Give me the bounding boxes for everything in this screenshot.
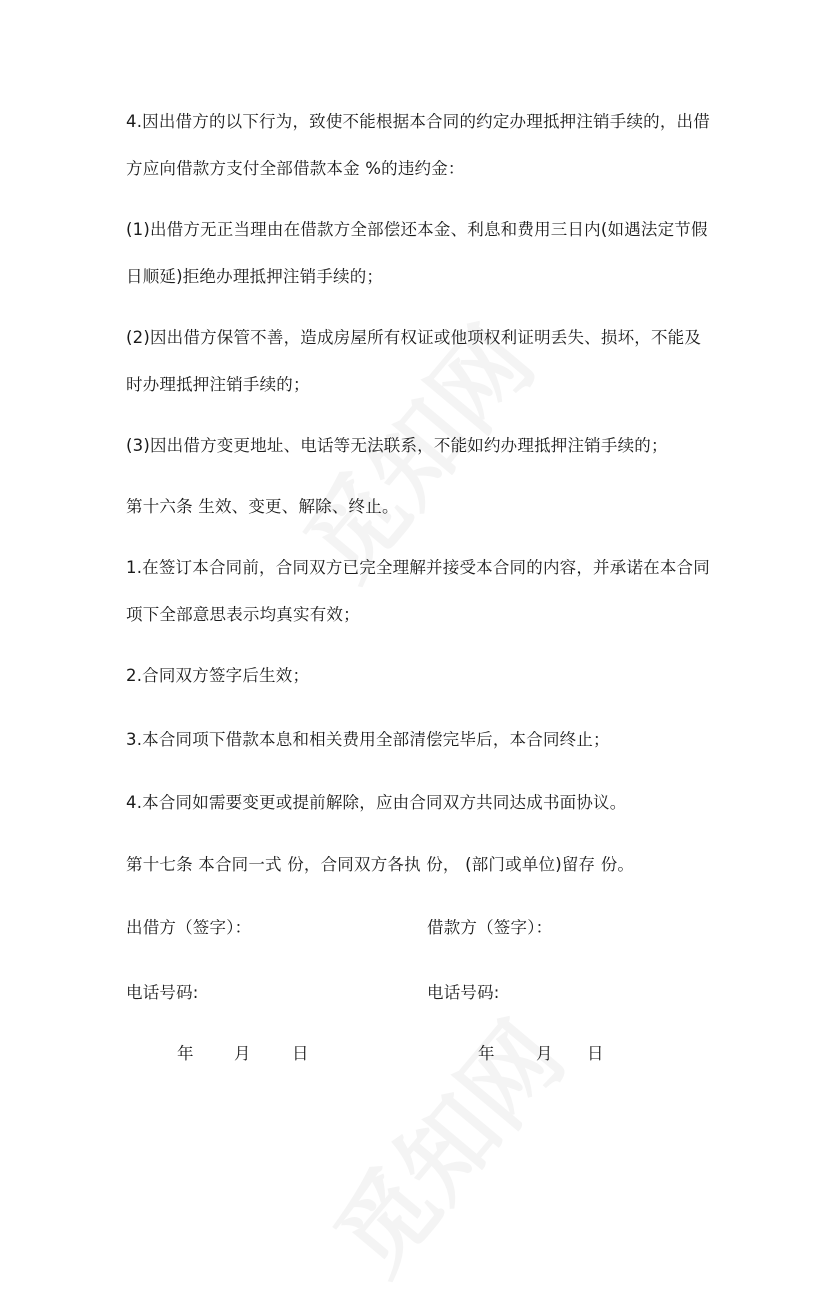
clause-4-line-1: 4.因出借方的以下行为，致使不能根据本合同的约定办理抵押注销手续的，出借 <box>126 112 710 131</box>
lender-date-month: 月 <box>234 1044 251 1063</box>
item-1-line-2: 日顺延)拒绝办理抵押注销手续的； <box>126 267 384 286</box>
lender-phone-label: 电话号码: <box>126 983 199 1002</box>
watermark-bottom <box>299 989 589 1298</box>
lender-date-year: 年 <box>177 1044 194 1063</box>
item-2-line-1: (2)因出借方保管不善，造成房屋所有权证或他项权利证明丢失、损坏，不能及 <box>126 328 702 347</box>
borrower-date-day: 日 <box>587 1044 604 1063</box>
borrower-date-year: 年 <box>478 1044 495 1063</box>
article-17: 第十七条 本合同一式 份，合同双方各执 份， (部门或单位)留存 份。 <box>126 855 635 874</box>
item-3-line-1: (3)因出借方变更地址、电话等无法联系，不能如约办理抵押注销手续的； <box>126 436 668 455</box>
article-16-clause-4: 4.本合同如需要变更或提前解除，应由合同双方共同达成书面协议。 <box>126 793 627 812</box>
article-16-clause-2: 2.合同双方签字后生效； <box>126 666 310 685</box>
article-16-clause-1-line-2: 项下全部意思表示均真实有效； <box>126 605 360 624</box>
item-1-line-1: (1)出借方无正当理由在借款方全部偿还本金、利息和费用三日内(如遇法定节假 <box>126 220 708 239</box>
borrower-date-month: 月 <box>536 1044 553 1063</box>
article-16-clause-1-line-1: 1.在签订本合同前，合同双方已完全理解并接受本合同的内容，并承诺在本合同 <box>126 558 710 577</box>
article-16-title: 第十六条 生效、变更、解除、终止。 <box>126 497 399 516</box>
lender-date-day: 日 <box>292 1044 309 1063</box>
article-16-clause-3: 3.本合同项下借款本息和相关费用全部清偿完毕后，本合同终止； <box>126 730 610 749</box>
borrower-signature-label: 借款方（签字）： <box>427 918 553 937</box>
lender-signature-label: 出借方（签字）： <box>126 918 252 937</box>
clause-4-line-2: 方应向借款方支付全部借款本金 %的违约金： <box>126 159 465 178</box>
borrower-phone-label: 电话号码: <box>427 983 500 1002</box>
item-2-line-2: 时办理抵押注销手续的； <box>126 375 310 394</box>
